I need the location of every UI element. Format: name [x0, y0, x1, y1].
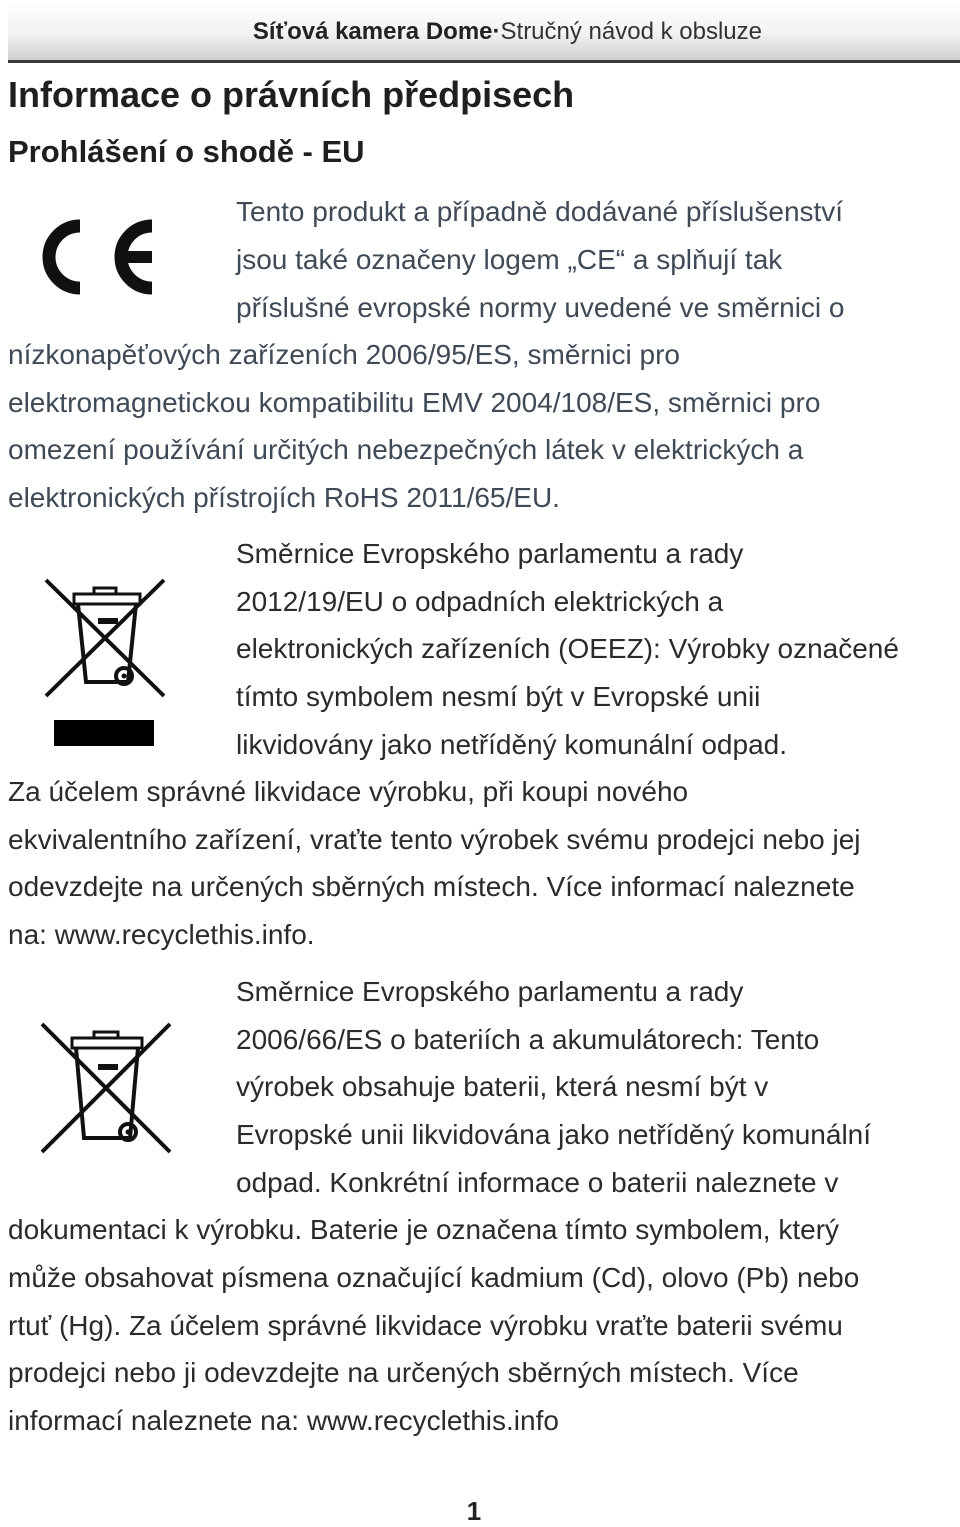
paragraph-line: odevzdejte na určených sběrných místech. Více informací naleznete [8, 871, 855, 902]
paragraph-line: výrobek obsahuje baterii, která nesmí být v [236, 1071, 769, 1102]
header-separator: · [492, 18, 501, 45]
header-guide-name: Stručný návod k obsluze [500, 18, 762, 45]
paragraph-line: dokumentaci k výrobku. Baterie je označena tímto symbolem, který [8, 1214, 840, 1245]
ce-mark-icon [36, 212, 162, 302]
paragraph-line: elektromagnetickou kompatibilitu EMV 2004/108/ES, směrnici pro [8, 387, 821, 418]
paragraph-line: jsou také označeny logem „CE“ a splňují tak [236, 244, 783, 275]
paragraph-line: na: www.recyclethis.info. [8, 919, 315, 950]
paragraph-line: Směrnice Evropského parlamentu a rady [236, 976, 744, 1007]
crossed-out-wheelie-bin-icon [40, 572, 170, 752]
crossed-out-wheelie-bin-icon [36, 1018, 176, 1158]
section-title: Informace o právních předpisech [8, 74, 575, 115]
paragraph-line: Evropské unii likvidována jako netříděný komunální [236, 1119, 872, 1150]
paragraph-line: likvidovány jako netříděný komunální odpad. [236, 729, 788, 760]
paragraph-line: ekvivalentního zařízení, vraťte tento výrobek svému prodejci nebo jej [8, 824, 861, 855]
paragraph-line: 2006/66/ES o bateriích a akumulátorech: Tento [236, 1024, 820, 1055]
paragraph-line: Směrnice Evropského parlamentu a rady [236, 538, 744, 569]
paragraph-line: omezení používání určitých nebezpečných látek v elektrických a [8, 434, 804, 465]
paragraph-line: může obsahovat písmena označující kadmium (Cd), olovo (Pb) nebo [8, 1262, 860, 1293]
paragraph-line: elektronických přístrojích RoHS 2011/65/EU. [8, 482, 560, 513]
paragraph-line: prodejci nebo ji odevzdejte na určených sběrných místech. Více [8, 1357, 799, 1388]
paragraph-line: nízkonapěťových zařízeních 2006/95/ES, směrnici pro [8, 339, 680, 370]
paragraph-line: Tento produkt a případně dodávané příslušenství [236, 196, 844, 227]
paragraph-line: informací naleznete na: www.recyclethis.info [8, 1405, 559, 1436]
paragraph-line: příslušné evropské normy uvedené ve směrnici o [236, 292, 845, 323]
paragraph-line: odpad. Konkrétní informace o baterii naleznete v [236, 1167, 839, 1198]
paragraph-line: 2012/19/EU o odpadních elektrických a [236, 586, 724, 617]
header-title [253, 18, 762, 46]
document-header [8, 0, 960, 63]
paragraph-line: tímto symbolem nesmí být v Evropské unii [236, 681, 761, 712]
section-subtitle: Prohlášení o shodě - EU [8, 134, 365, 169]
paragraph-line: rtuť (Hg). Za účelem správné likvidace výrobku vraťte baterii svému [8, 1310, 843, 1341]
page-number: 1 [466, 1496, 482, 1526]
header-product-name: Síťová kamera Dome [252, 18, 493, 45]
paragraph-line: Za účelem správné likvidace výrobku, při koupi nového [8, 776, 689, 807]
paragraph-line: elektronických zařízeních (OEEZ): Výrobky označené [236, 633, 899, 664]
